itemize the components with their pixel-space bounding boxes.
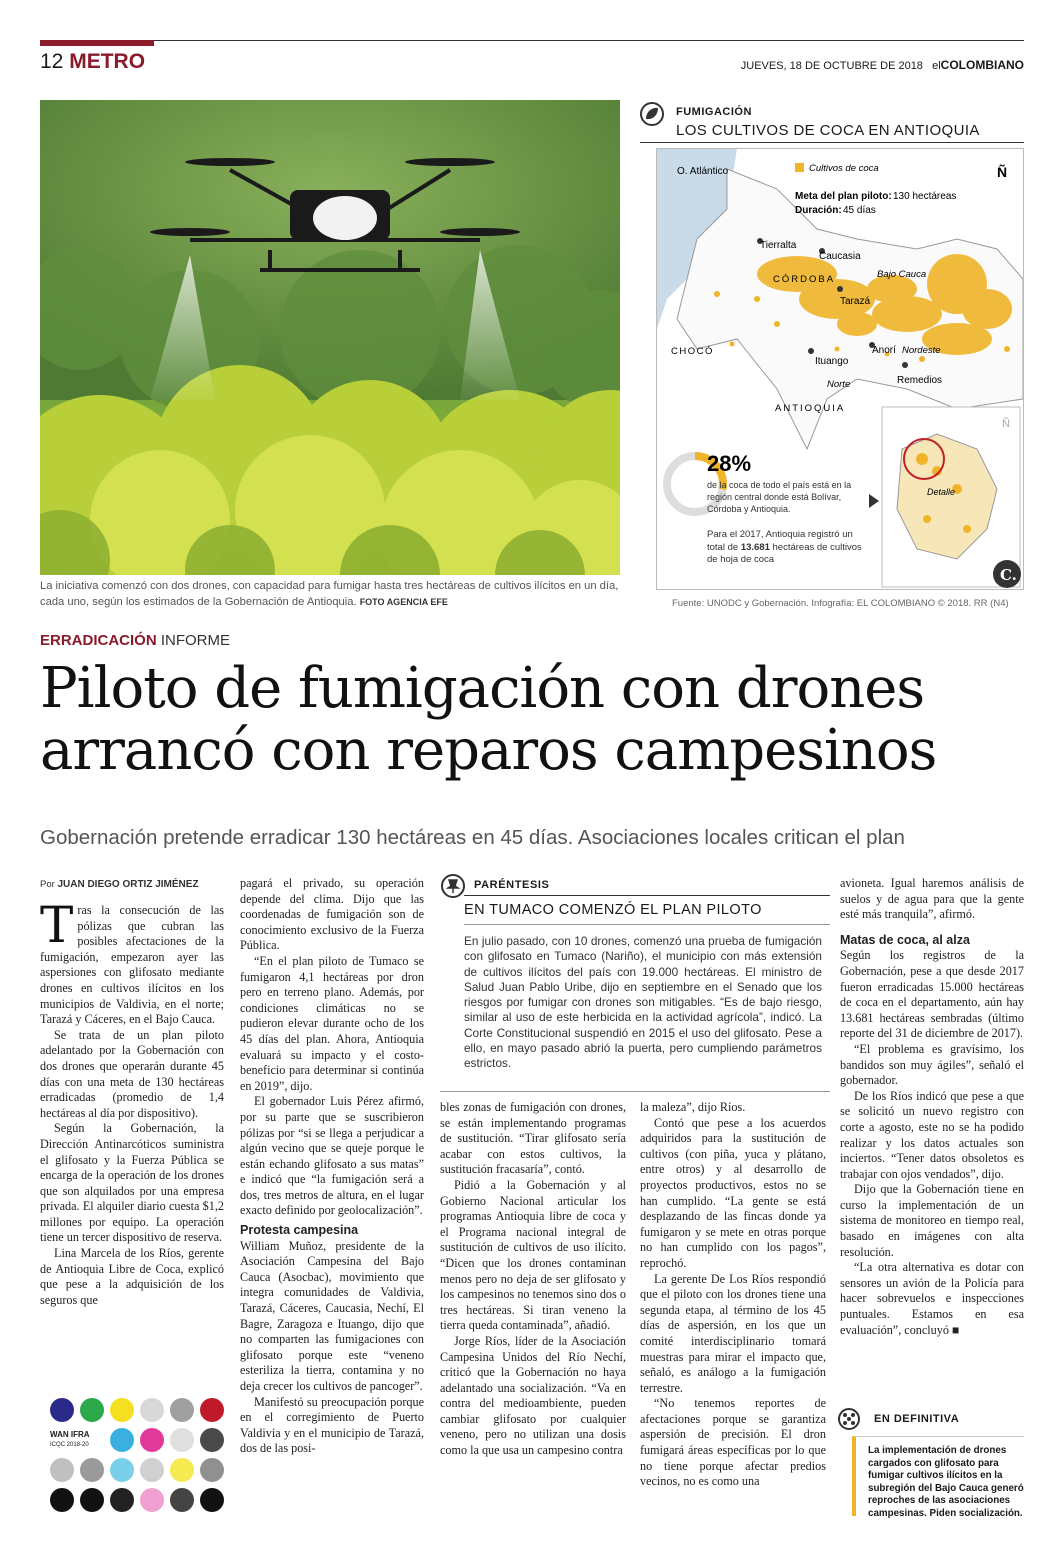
top-rule <box>40 40 1024 41</box>
paragraph: bles zonas de fumigación con drones, se están implementando programas de sustitución. “Tirar glifosato sería acabar con estos cultivos, la sustitución fracasaría”, contó. <box>440 1100 626 1177</box>
parentesis-rule-bottom <box>440 1091 830 1092</box>
paragraph: Contó que pese a los acuerdos adquiridos para la sustitución de cultivos (con piña, yuca y plátano, entre otros) y al desarrollo de proyectos productivos, estos no se han cumplido. “La gente se está desplazando de las fincas donde ya fumigaron y se mete en otras porque no han cumplido con los pagos”, reprochó. <box>640 1115 826 1270</box>
deck: Gobernación pretende erradicar 130 hectáreas en 45 días. Asociaciones locales critican el plan <box>40 826 905 849</box>
parentesis-body: En julio pasado, con 10 drones, comenzó una prueba de fumigación con glifosato en Tumaco (Nariño), el municipio con más extensión de cultivos ilícitos del país con 19.000 hectáreas. El ministro de Salud Juan Pablo Uribe, dijo en septiembre en el Senado que los riesgos por fumigar con drones son mitigables. “Es de bajo riesgo, similar al uso de este herbicida en la actividad agrícola”, indicó. La Corte Constitucional suspendió en 2015 el uso del glifosato. Pese a ello, en mayo pasado abrió la puerta, pero cumpliendo parámetros estrictos. <box>464 934 822 1071</box>
paragraph: “El problema es gravísimo, los bandidos son muy ágiles”, señaló el gobernador. <box>840 1041 1024 1088</box>
paragraph: Según los registros de la Gobernación, pese a que desde 2017 fueron erradicadas 15.000 hectáreas de coca en el departamento, aún hay 13.681 hectáreas sembradas (último reporte del 31 de diciembre de 2017). <box>840 948 1024 1041</box>
paragraph: Según la Gobernación, la Dirección Antinarcóticos suministra el glifosato y la Fuerza Pública se encarga de la operación de los drones que son alquilados por una empresa privada. El alquiler diario cuesta $1,2 millones por equipo. La operación tiene un tercer dispositivo de reserva. <box>40 1121 224 1245</box>
paragraph: La gerente De Los Ríos respondió que el piloto con los drones tiene una segunda etapa, al término de los 45 días de aspersión, en los que un comité interdisciplinario tomará muestras para mirar el impacto que, señaló, es análogo a la fumigación terrestre. <box>640 1271 826 1395</box>
icqc-label: ICQC 2018-20 <box>50 1442 89 1448</box>
column-4 <box>640 1100 826 1490</box>
paragraph: Jorge Ríos, líder de la Asociación Campesina Unidos del Río Nechí, criticó que la Gobernación no haya adelantado una socialización. “Va en contra del medioambiente, pueden cambiar glifosato por cualquier veneno, pero no utilizan una dosis como la que usa un campesino contra <box>440 1333 626 1458</box>
swatch-icon <box>50 1458 74 1482</box>
arrow-icon <box>869 494 879 508</box>
swatch-icon <box>140 1398 164 1422</box>
photo-credit: FOTO AGENCIA EFE <box>359 597 448 607</box>
goal-value: 130 hectáreas <box>893 191 957 202</box>
note-text <box>707 529 867 567</box>
drone-photo <box>40 100 620 575</box>
paragraph: la maleza”, dijo Ríos. <box>640 1100 746 1114</box>
section-accent-bar <box>40 40 154 46</box>
paper-name: COLOMBIANO <box>940 58 1024 72</box>
ocean-label: O. Atlántico <box>677 166 729 177</box>
wan-ifra-logo: WAN IFRA <box>50 1430 90 1439</box>
swatch-icon <box>200 1398 224 1422</box>
place-ituango: Ituango <box>815 356 849 367</box>
paragraph: Se trata de un plan piloto adelantado por la Gobernación con dos drones que operarán durante 45 días con una meta de 130 hectáreas erradicadas (promedio de 1,4 hectáreas al día por dispositivo). <box>40 1027 224 1120</box>
colombiano-logo-text: C. <box>1000 566 1017 584</box>
kicker-light: INFORME <box>160 632 231 649</box>
pin-icon <box>441 874 465 898</box>
swatch-icon <box>170 1428 194 1452</box>
place-norte: Norte <box>827 379 851 390</box>
dropcap: T <box>40 896 74 954</box>
infographic-rule <box>640 142 1024 143</box>
swatch-icon <box>200 1428 224 1452</box>
north-icon: Ñ <box>997 164 1008 180</box>
inset-north-icon: Ñ <box>1002 418 1010 430</box>
infographic-source: Fuente: UNODC y Gobernación. Infografía: EL COLOMBIANO © 2018. RR (N4) <box>672 598 1009 609</box>
swatch-icon <box>50 1398 74 1422</box>
issue-date: JUEVES, 18 DE OCTUBRE DE 2018 <box>740 60 923 72</box>
place-anori: Anorí <box>872 345 896 356</box>
note-suffix: hectáreas de cultivos de hoja de coca <box>707 541 862 565</box>
paragraph: Dijo que la Gobernación tiene en curso la implementación de un sistema de monitoreo en tiempo real, basado en imágenes con alta resolución. <box>840 1182 1024 1259</box>
percent-text: de la coca de todo el país está en la región central donde está Bolívar, Córdoba y Antioquia. <box>707 480 852 514</box>
swatch-icon <box>170 1458 194 1482</box>
dateline <box>690 58 1024 72</box>
place-nordeste: Nordeste <box>902 345 941 356</box>
column-2 <box>240 876 424 1457</box>
swatch-icon <box>110 1488 134 1512</box>
paragraph: pagará el privado, su operación depende del clima. Dijo que las coordenadas de fumigación son de conocimiento exclusivo de la Fuerza Pública. <box>240 876 424 953</box>
note-value: 13.681 <box>740 541 770 553</box>
photo-caption <box>40 578 620 610</box>
parentesis-rule <box>464 924 830 925</box>
swatch-icon <box>50 1488 74 1512</box>
swatch-icon <box>80 1488 104 1512</box>
place-antioquia: ANTIOQUIA <box>775 403 846 414</box>
coca-map <box>656 148 1024 590</box>
swatch-icon <box>80 1398 104 1422</box>
byline <box>40 879 199 890</box>
duration-value: 45 días <box>843 205 876 216</box>
swatch-icon <box>110 1398 134 1422</box>
place-taraza: Tarazá <box>840 296 871 307</box>
parentesis-kicker: PARÉNTESIS <box>474 879 550 891</box>
parentesis-rule-top <box>464 895 830 896</box>
place-bajo-cauca: Bajo Cauca <box>877 269 927 280</box>
swatch-icon <box>80 1458 104 1482</box>
leaf-icon <box>640 102 664 126</box>
paragraph: El gobernador Luis Pérez afirmó, por su parte que se suscribieron pólizas por “si se llega a perjudicar a algún vecino que se queje porque le están echando glifosato a sus matas” e indicó que “la fumigación será a dos, tres metros de altura, en el lugar exacto definido por geolocalización”. <box>240 1094 424 1218</box>
swatch-icon <box>200 1488 224 1512</box>
place-choco: CHOCÓ <box>671 346 714 357</box>
print-color-bar <box>40 1390 230 1520</box>
swatch-icon <box>170 1488 194 1512</box>
page-number: 12 <box>40 50 64 73</box>
caption-text: La iniciativa comenzó con dos drones, con capacidad para fumigar hasta tres hectáreas de cultivos ilícitos en un día, cada uno, según los estimados de la Gobernación de Antioquia. <box>40 580 619 608</box>
paragraph: ras la consecución de las pólizas que cubran las posibles afectaciones de la fumigación, empezaron ayer las aspersiones con glifosato mediante drones en cultivos ilícitos en los municipios de Valdivia, en el norte; Tarazá y Cáceres, en el Bajo Cauca. <box>40 903 224 1027</box>
paragraph: William Muñoz, presidente de la Asociación Campesina del Bajo Cauca (Asocbac), movimiento que integra comunidades de Valdivia, Tarazá, Cáceres, Caucasia, Nechí, El Bagre, Zaragoza e Ituango, dijo que no comparten las fumigaciones con glifosato porque este “veneno esteriliza la tierra, contamina y no deja crecer los cultivos de pancoger”. <box>240 1238 424 1393</box>
paragraph: Lina Marcela de los Ríos, gerente de Antioquia Libre de Coca, explicó que pese a la adquisición de los seguros que <box>40 1246 224 1307</box>
subhead-protesta: Protesta campesina <box>240 1223 359 1238</box>
legend-swatch <box>795 163 804 172</box>
column-1 <box>40 896 224 1308</box>
place-caucasia: Caucasia <box>819 251 861 262</box>
paragraph: Pidió a la Gobernación y al Gobierno Nacional articular los programas Antioquia libre de coca y el Programa nacional integral de sustitución de cultivos de uso ilícito. “Dicen que los drones contaminan menos pero no deja de ser glifosato y los campesinos no tenemos sino dos o tres hectáreas. Si tiran veneno la tierra queda contaminada”, añadió. <box>440 1177 626 1333</box>
inset-detail-label: Detalle <box>927 487 956 497</box>
percent-value: 28% <box>707 451 752 476</box>
section-name: METRO <box>69 50 146 73</box>
place-remedios: Remedios <box>897 375 943 386</box>
swatch-icon <box>110 1458 134 1482</box>
byline-prefix: Por <box>40 879 55 890</box>
paragraph: avioneta. Igual haremos análisis de suelos y de agua para que la gente esté más tranquila”, afirmó. <box>840 876 1024 922</box>
paragraph: “En el plan piloto de Tumaco se fumigaron 4,1 hectáreas por dron pero en terreno plano. Además, por condiciones climáticas no se pudieron elevar durante ocho de los 45 días del plan. Ahora, Antioquia evaluará su impacto y el costo-beneficio para determinar si continúa en 2019”, dijo. <box>240 953 424 1093</box>
swatch-icon <box>170 1398 194 1422</box>
drone-illustration <box>40 100 620 575</box>
paper-prefix: el <box>932 60 941 72</box>
swatch-icon <box>140 1458 164 1482</box>
goal-label: Meta del plan piloto: <box>795 191 892 202</box>
column-3 <box>440 1100 626 1459</box>
subhead-matas: Matas de coca, al alza <box>840 932 970 947</box>
paragraph: “La otra alternativa es dotar con sensores un avión de la Policía para hacer sobrevuelos e inspecciones puntuales. Estamos en esa evaluación”, concluyó ■ <box>840 1260 1024 1337</box>
swatch-icon <box>200 1458 224 1482</box>
page-header <box>40 50 145 74</box>
definitiva-box: La implementación de drones cargados con glifosato para fumigar cultivos ilícitos en la subregión del Bajo Cauca generó reproches de las asociaciones campesinas. Piden socialización. <box>852 1436 1024 1516</box>
infographic-title: LOS CULTIVOS DE COCA EN ANTIOQUIA <box>676 122 980 139</box>
infographic-kicker: FUMIGACIÓN <box>676 106 752 118</box>
column-5 <box>840 876 1024 1338</box>
kicker-bold: ERRADICACIÓN <box>40 632 157 649</box>
swatch-icon <box>140 1488 164 1512</box>
byline-name: JUAN DIEGO ORTIZ JIMÉNEZ <box>57 879 199 890</box>
headline: Piloto de fumigación con drones arrancó con reparos campesinos <box>40 656 937 783</box>
article-kicker <box>40 632 230 649</box>
note-prefix: Para el 2017, Antioquia registró un total de <box>707 529 853 553</box>
duration-label: Duración: <box>795 205 842 216</box>
legend-label: Cultivos de coca <box>809 163 879 174</box>
antioquia-map <box>657 149 1023 589</box>
place-tierralta: Tierralta <box>760 240 797 251</box>
swatch-icon <box>140 1428 164 1452</box>
dots-icon <box>838 1408 860 1430</box>
parentesis-title: EN TUMACO COMENZÓ EL PLAN PILOTO <box>464 902 762 918</box>
paragraph: “No tenemos reportes de afectaciones porque se garantiza aspersión de precisión. El dron fumigará áreas específicas por lo que no tiene porque afectar predios vecinos, no es como una <box>640 1396 826 1489</box>
paragraph: De los Ríos indicó que pese a que se solicitó un nuevo registro con corte a agosto, este no se ha podido realizar y los datos actuales son inciertos. “Tener datos obsoletos es trabajar con ojos vendados”, dijo. <box>840 1088 1024 1181</box>
paragraph: Manifestó su preocupación porque en el corregimiento de Puerto Valdivia y en el municipio de Tarazá, dos de las posi- <box>240 1394 424 1456</box>
place-cordoba: CÓRDOBA <box>773 274 836 285</box>
swatch-icon <box>110 1428 134 1452</box>
definitiva-kicker: EN DEFINITIVA <box>874 1413 960 1425</box>
